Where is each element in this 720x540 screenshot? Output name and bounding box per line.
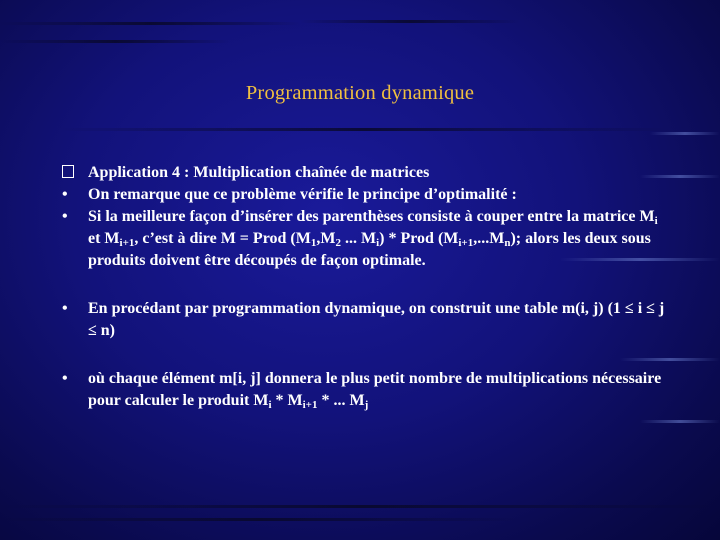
bullet-item xyxy=(62,206,672,272)
text-run: , c’est à dire M = Prod (M xyxy=(134,230,311,247)
decorative-streak xyxy=(0,40,230,43)
subscript: i xyxy=(654,215,658,227)
subscript: 2 xyxy=(335,237,341,249)
text-run: ) * Prod (M xyxy=(379,230,459,247)
decorative-streak xyxy=(640,420,720,423)
subscript: 1 xyxy=(310,237,317,249)
bullet-item xyxy=(62,162,672,184)
subscript: i+1 xyxy=(119,237,135,249)
bullet-text xyxy=(88,208,658,269)
subscript: i xyxy=(268,399,272,411)
checkbox-bullet-icon xyxy=(62,162,82,185)
spacer xyxy=(62,342,672,368)
text-run: * M xyxy=(271,392,303,409)
decorative-streak xyxy=(300,20,520,23)
text-run: ... M xyxy=(340,230,377,247)
bullet-item xyxy=(62,298,672,342)
bullet-dot-icon: • xyxy=(62,208,68,225)
subscript: j xyxy=(364,399,369,411)
spacer xyxy=(62,272,672,298)
text-run: * ... M xyxy=(317,392,365,409)
subscript: n xyxy=(504,237,511,249)
bullet-list xyxy=(62,162,672,412)
bullet-dot-icon: • xyxy=(62,186,68,203)
bullet-item xyxy=(62,184,672,206)
text-run: Application 4 : Multiplication chaînée de matrices xyxy=(88,164,430,181)
subscript: i+1 xyxy=(458,237,474,249)
decorative-streak xyxy=(0,518,520,521)
subscript: i xyxy=(376,237,380,249)
text-run: où chaque élément m[i, j] donnera le plus petit nombre de multiplications nécessaire pour calculer le produit M xyxy=(88,370,662,409)
bullet-dot-icon: • xyxy=(62,300,68,317)
decorative-streak xyxy=(650,132,720,135)
text-run: Si la meilleure façon d’insérer des parenthèses consiste à couper entre la matrice M xyxy=(88,208,655,225)
text-run: En procédant par programmation dynamique, on construit une table m(i, j) (1 ≤ i ≤ j ≤ n) xyxy=(88,300,665,339)
text-run: ,...M xyxy=(473,230,505,247)
bullet-text xyxy=(88,186,517,203)
bullet-dot-icon: • xyxy=(62,370,68,387)
bullet-text xyxy=(88,300,664,339)
bullet-text xyxy=(88,370,661,409)
decorative-streak xyxy=(60,128,670,131)
decorative-streak xyxy=(0,22,300,25)
text-run: On remarque que ce problème vérifie le principe d’optimalité : xyxy=(88,186,517,203)
subscript: i+1 xyxy=(302,399,318,411)
text-run: ); alors les deux sous produits doivent être découpés de façon optimale. xyxy=(88,230,651,269)
text-run: ,M xyxy=(316,230,336,247)
slide-title: Programmation dynamique xyxy=(245,82,475,104)
bullet-item xyxy=(62,368,672,412)
bullet-text xyxy=(88,164,429,181)
text-run: et M xyxy=(88,230,120,247)
decorative-streak xyxy=(0,505,720,508)
